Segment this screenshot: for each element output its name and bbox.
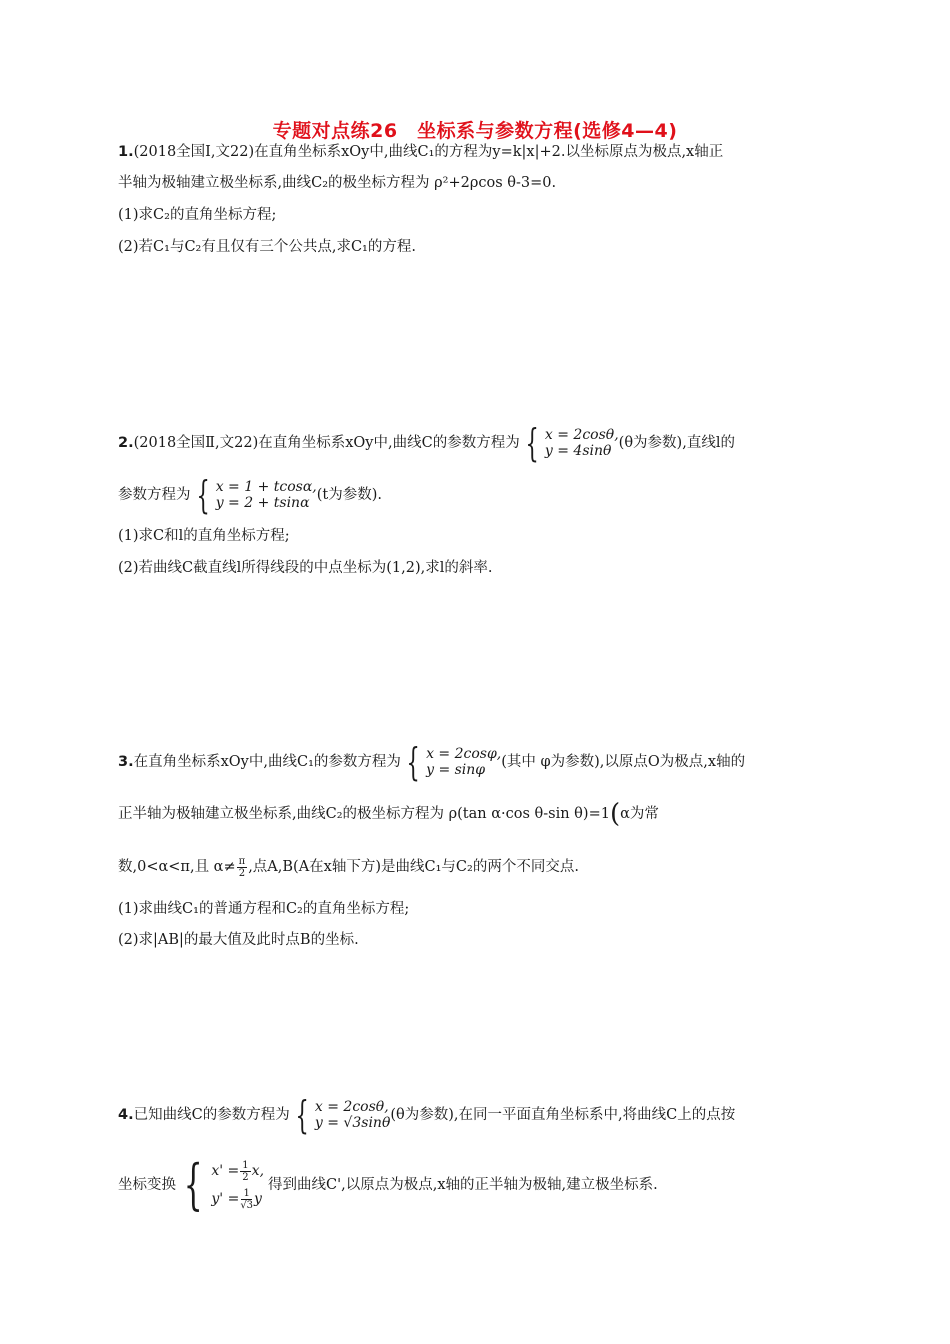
q3-number: 3.: [118, 754, 134, 770]
q3-line3: 数,0<α<π,且 α≠ $\frac{\pi}{2}$ ,点A,B(A在x轴下方)是曲线C₁与C₂的两个不同交点.: [118, 855, 579, 879]
q3-part1: (1)求曲线C₁的普通方程和C₂的直角坐标方程;: [118, 901, 410, 917]
q1-line1: 1.(2018全国Ⅰ,文22)在直角坐标系xOy中,曲线C₁的方程为y=k|x|+2.以坐标原点为极点,x轴正: [118, 144, 724, 160]
page-title: 专题对点练26 坐标系与参数方程(选修4—4): [272, 120, 678, 142]
q4-transform-system: { x' = $\frac{1}{2}$ x, y' = $\frac{1}{√3}$ y: [183, 1153, 265, 1216]
q3-part2: (2)求|AB|的最大值及此时点B的坐标.: [118, 932, 359, 948]
q4-line2: 坐标变换 { x' = $\frac{1}{2}$ x, y' = $\frac{1}{√3}$ y 得到曲线C',以原点为极点,x轴的正半轴为极轴,建立极坐标系.: [118, 1153, 658, 1216]
q3-line1: 3. 在直角坐标系xOy中,曲线C₁的参数方程为 { x = 2cosφ, y = sinφ (其中 φ为参数),以原点O为极点,x轴的: [118, 740, 746, 784]
q4-param-system-c: { x = 2cosθ, y = √3sinθ: [295, 1093, 391, 1137]
q1-line2: 半轴为极轴建立极坐标系,曲线C₂的极坐标方程为 ρ²+2ρcos θ-3=0.: [118, 175, 557, 191]
q4-number: 4.: [118, 1107, 134, 1123]
q2-number: 2.: [118, 435, 134, 451]
q1-part2: (2)若C₁与C₂有且仅有三个公共点,求C₁的方程.: [118, 239, 416, 255]
q2-part2: (2)若曲线C截直线l所得线段的中点坐标为(1,2),求l的斜率.: [118, 560, 493, 576]
q3-param-system-c1: { x = 2cosφ, y = sinφ: [406, 740, 502, 784]
q2-part1: (1)求C和l的直角坐标方程;: [118, 528, 290, 544]
q3-big-paren: (: [609, 799, 621, 829]
q3-pi-over-2: $\frac{\pi}{2}$: [238, 855, 246, 879]
q1-part1: (1)求C₂的直角坐标方程;: [118, 207, 277, 223]
q3-line2: 正半轴为极轴建立极坐标系,曲线C₂的极坐标方程为 ρ(tan α·cos θ-sin θ)=1(α为常: [118, 799, 659, 829]
q2-line2: 参数方程为 { x = 1 + tcosα, y = 2 + tsinα (t为参数).: [118, 473, 382, 517]
q2-line1: 2. (2018全国Ⅱ,文22)在直角坐标系xOy中,曲线C的参数方程为 { x = 2cosθ, y = 4sinθ (θ为参数),直线l的: [118, 421, 735, 465]
q2-param-system-c: { x = 2cosθ, y = 4sinθ: [525, 421, 619, 465]
q1-number: 1.: [118, 144, 134, 160]
q4-line1: 4. 已知曲线C的参数方程为 { x = 2cosθ, y = √3sinθ (θ为参数),在同一平面直角坐标系中,将曲线C上的点按: [118, 1093, 736, 1137]
q2-param-system-l: { x = 1 + tcosα, y = 2 + tsinα: [195, 473, 317, 517]
